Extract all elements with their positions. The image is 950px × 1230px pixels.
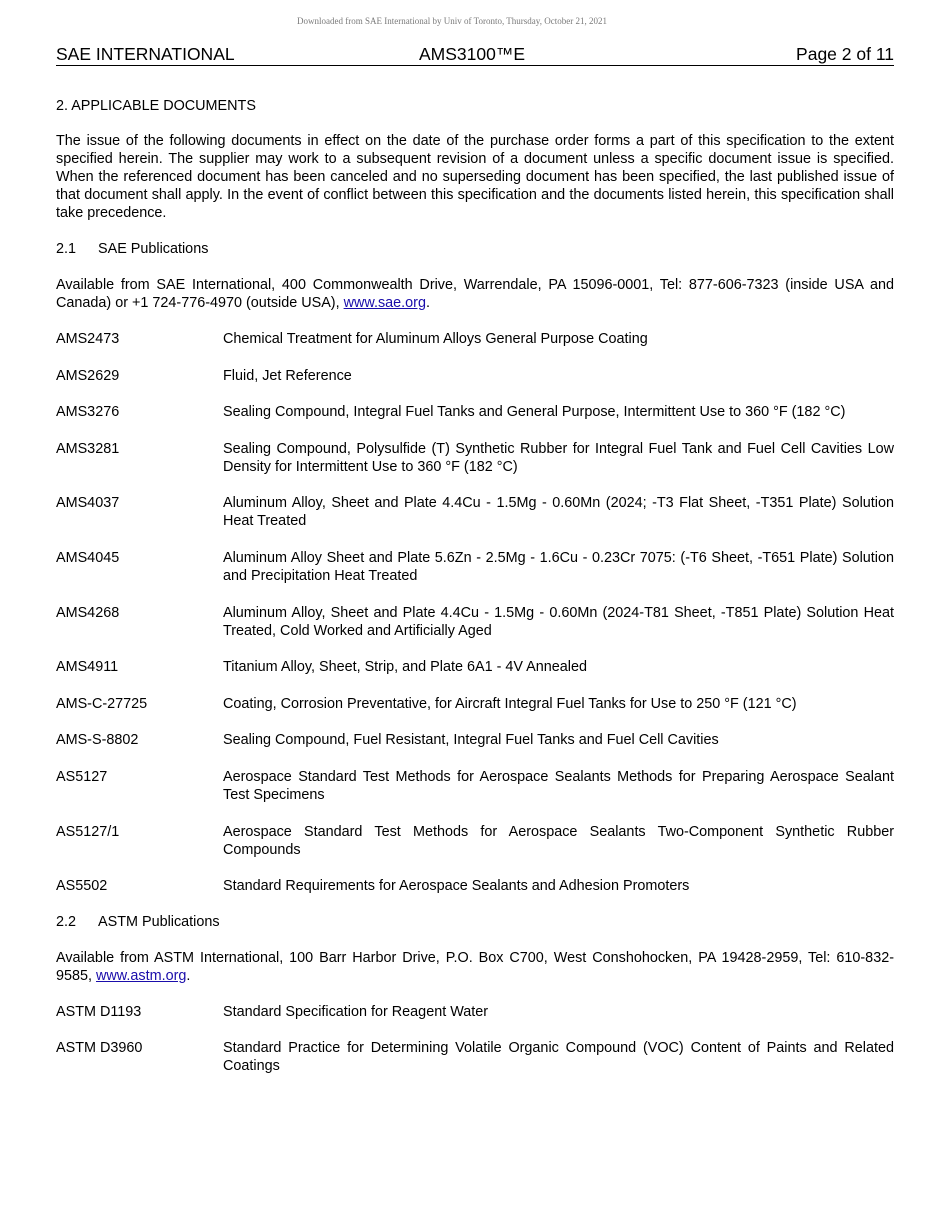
astm-availability (56, 949, 894, 985)
page-number: Page 2 of 11 (796, 44, 894, 64)
document-id: AMS4268 (56, 604, 120, 621)
document-id: AS5502 (56, 878, 108, 895)
document-id: AMS2629 (56, 367, 120, 384)
document-id: AMS4045 (56, 549, 120, 566)
document-row (56, 440, 894, 476)
publisher-name: SAE INTERNATIONAL (56, 44, 235, 64)
astm-document-list (56, 1003, 894, 1076)
availability-text: Available from SAE International, 400 Commonwealth Drive, Warrendale, PA 15096-0001, Tel: 877-606-7323 (inside USA and Canada) or +1 724-776-4970 (outside USA), (56, 277, 894, 311)
document-title: Titanium Alloy, Sheet, Strip, and Plate 6A1 - 4V Annealed (223, 659, 587, 676)
document-id: AMS-C-27725 (56, 695, 148, 712)
availability-period: . (425, 295, 430, 311)
document-row (56, 1003, 894, 1021)
document-row (56, 823, 894, 859)
sae-website-link[interactable]: www.sae.org (343, 295, 426, 311)
subsection-number: 2.2 (56, 913, 77, 930)
document-row (56, 658, 894, 676)
document-row (56, 695, 894, 713)
section-intro: The issue of the following documents in effect on the date of the purchase order forms a part of this specification to the extent specified herein. The supplier may work to a subsequent revision of a document unless a specific document issue is specified. When the referenced document has been canceled and no superseding document has been specified, the last published issue of that document shall apply. In the event of conflict between this specification and the documents listed herein, this specification shall take precedence. (56, 133, 894, 221)
document-title: Standard Specification for Reagent Water (223, 1003, 489, 1020)
document-title: Chemical Treatment for Aluminum Alloys General Purpose Coating (223, 331, 648, 347)
document-title: Aluminum Alloy Sheet and Plate 5.6Zn - 2.5Mg - 1.6Cu - 0.23Cr 7075: (-T6 Sheet, -T651 Plate) Solution and Precipitation Heat Treated (223, 549, 894, 584)
document-id: AMS3281 (56, 440, 120, 457)
document-title: Standard Requirements for Aerospace Sealants and Adhesion Promoters (223, 878, 690, 895)
document-title: Sealing Compound, Integral Fuel Tanks and General Purpose, Intermittent Use to 360 °F (182 °C) (223, 404, 846, 421)
document-row (56, 731, 894, 749)
page-body (56, 97, 894, 1094)
availability-period: . (186, 967, 191, 984)
document-title: Aerospace Standard Test Methods for Aerospace Sealants Two-Component Synthetic Rubber Compounds (223, 823, 894, 858)
document-row (56, 768, 894, 804)
document-row (56, 494, 894, 530)
document-row (56, 549, 894, 585)
document-title: Sealing Compound, Polysulfide (T) Synthetic Rubber for Integral Fuel Tank and Fuel Cell Cavities Low Density for Intermittent Use to 360 °F (182 °C) (223, 440, 894, 475)
section-heading: 2. APPLICABLE DOCUMENTS (56, 98, 256, 114)
document-id: AMS4037 (56, 495, 120, 512)
document-id: AMS3276 (56, 404, 120, 421)
astm-website-link[interactable]: www.astm.org (96, 967, 187, 984)
astm-publications-heading (56, 913, 894, 931)
subsection-title: ASTM Publications (98, 913, 220, 930)
document-title: Aerospace Standard Test Methods for Aerospace Sealants Methods for Preparing Aerospace Sealant Test Specimens (223, 768, 894, 803)
document-number: AMS3100™E (419, 44, 526, 64)
document-title: Coating, Corrosion Preventative, for Aircraft Integral Fuel Tanks for Use to 250 °F (121 °C) (223, 695, 797, 712)
document-title: Standard Practice for Determining Volatile Organic Compound (VOC) Content of Paints and Related Coatings (223, 1040, 894, 1075)
document-row (56, 403, 894, 421)
document-id: ASTM D1193 (56, 1003, 142, 1020)
sae-publications-heading (56, 240, 894, 258)
document-id: AMS4911 (56, 659, 119, 676)
document-row (56, 1039, 894, 1075)
document-row (56, 604, 894, 640)
document-id: AS5127/1 (56, 823, 120, 840)
document-id: AS5127 (56, 768, 108, 785)
sae-document-list (56, 330, 894, 895)
document-id: ASTM D3960 (56, 1040, 143, 1057)
document-title: Sealing Compound, Fuel Resistant, Integral Fuel Tanks and Fuel Cell Cavities (223, 732, 719, 749)
document-id: AMS2473 (56, 331, 120, 347)
download-watermark: Downloaded from SAE International by Univ of Toronto, Thursday, October 21, 2021 (297, 16, 607, 26)
document-row (56, 367, 894, 385)
document-title: Aluminum Alloy, Sheet and Plate 4.4Cu - 1.5Mg - 0.60Mn (2024-T81 Sheet, -T851 Plate) Solution Heat Treated, Cold Worked and Artificially Aged (223, 604, 894, 639)
document-id: AMS-S-8802 (56, 732, 139, 749)
document-title: Aluminum Alloy, Sheet and Plate 4.4Cu - 1.5Mg - 0.60Mn (2024; -T3 Flat Sheet, -T351 Plate) Solution Heat Treated (223, 495, 894, 530)
document-row (56, 877, 894, 895)
document-title: Fluid, Jet Reference (223, 367, 352, 384)
sae-availability (56, 276, 894, 312)
availability-text: Available from ASTM International, 100 Barr Harbor Drive, P.O. Box C700, West Conshohocken, PA 19428-2959, Tel: 610-832-9585, (56, 949, 894, 984)
page-header (56, 44, 894, 66)
subsection-title: SAE Publications (98, 241, 209, 257)
document-row (56, 330, 894, 348)
subsection-number: 2.1 (56, 241, 77, 257)
